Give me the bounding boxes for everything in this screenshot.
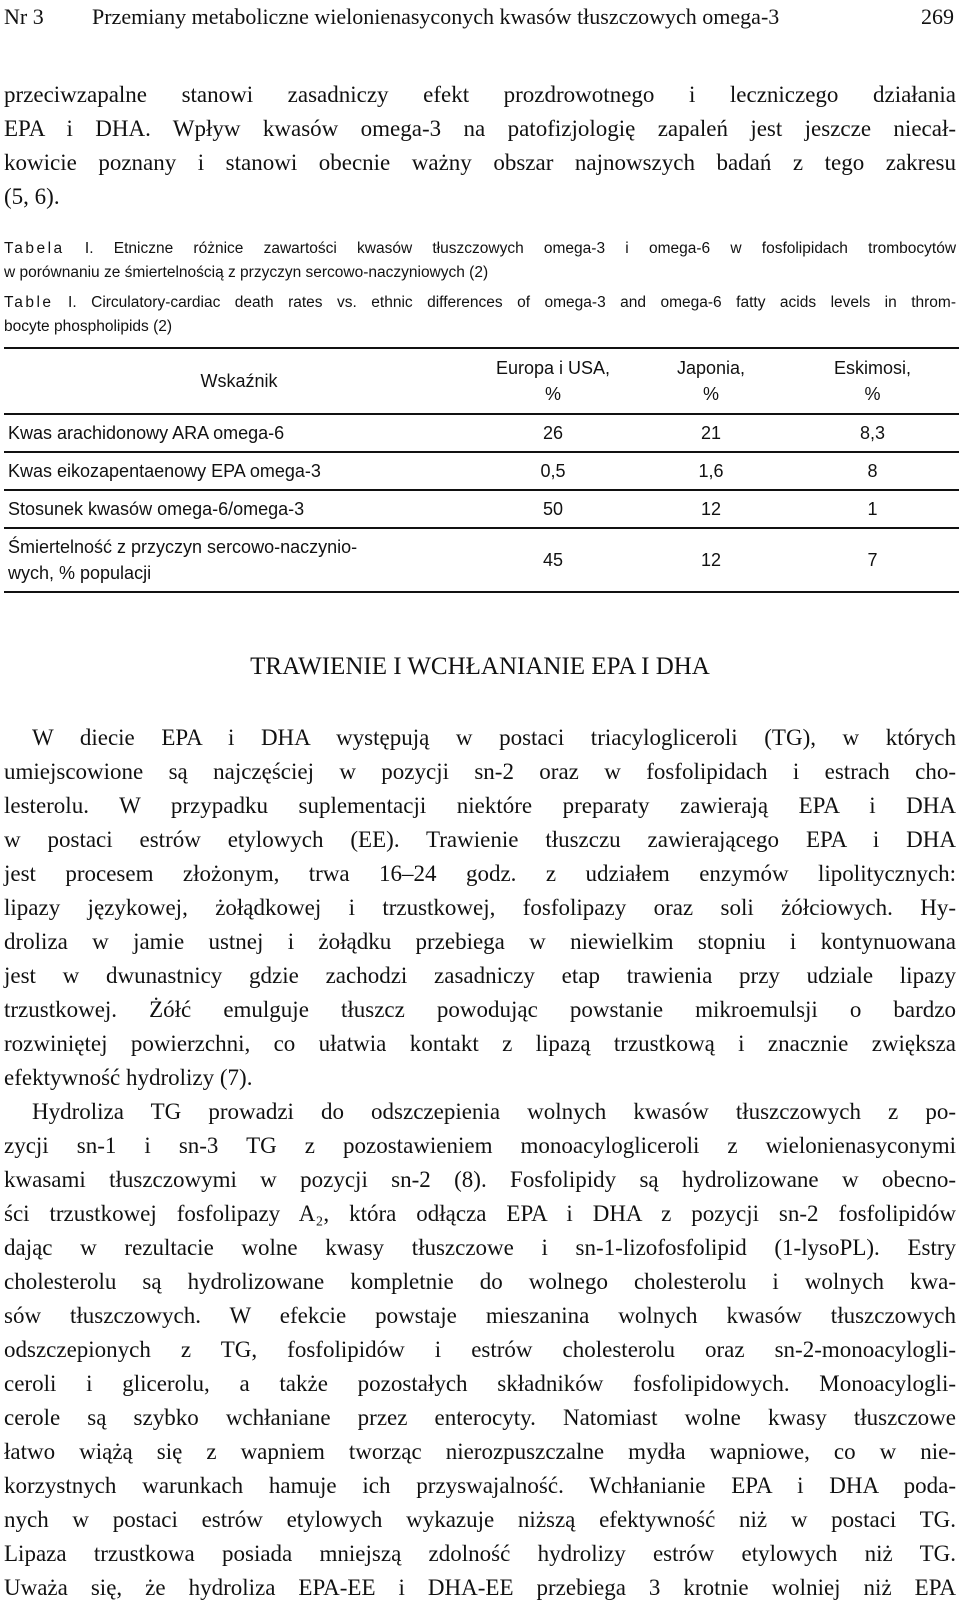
text-line: rozwiniętej powierzchni, co ułatwia kontakt z lipazą trzustkową i znacznie zwiększa [4,1031,956,1056]
table-row [4,491,959,527]
cell-value: 8,3 [859,422,886,443]
text-line: cholesterolu są hydrolizowane kompletnie do wolnego cholesterolu i wolnych kwa- [4,1269,956,1294]
cell-value: 8 [867,460,878,481]
text-line: lesterolu. W przypadku suplementacji niektóre preparaty zawierają EPA i DHA [4,793,956,818]
caption-label: Table [4,294,54,311]
table-row [4,415,959,451]
text-line: efektywność hydrolizy (7). [4,1065,253,1090]
text-line: korzystnych warunkach hamuje ich przyswajalność. Wchłanianie EPA i DHA poda- [4,1473,956,1498]
text-line: W diecie EPA i DHA występują w postaci triacylogliceroli (TG), w których [32,725,956,750]
text-line: kwasami tłuszczowymi w pozycji sn-2 (8). Fosfolipidy są hydrolizowane w obecno- [4,1167,956,1192]
caption-en-line: bocyte phospholipids (2) [4,318,173,335]
text-line: odszczepionych z TG, fosfolipidów i estrów cholesterolu oraz sn-2-monoacylogli- [4,1337,956,1362]
caption-en-line [4,291,956,315]
section-title: TRAWIENIE I WCHŁANIANIE EPA I DHA [250,653,710,680]
cell-value: 7 [867,549,878,570]
data-table [4,347,959,593]
table-bottom-rule [4,591,959,593]
running-header [4,4,954,32]
body-text [4,721,956,1605]
cell-value: 12 [700,498,722,519]
cell-value: 12 [700,549,722,570]
row-label: Kwas arachidonowy ARA omega-6 [8,422,285,443]
row-label: Stosunek kwasów omega-6/omega-3 [8,498,305,519]
intro-paragraph [4,78,956,214]
caption-text: Etniczne różnice zawartości kwasów tłuszczowych omega-3 i omega-6 w fosfolipidach trombocytów [93,240,957,257]
text-line: ści trzustkowej fosfolipazy A₂, która odłącza EPA i DHA z pozycji sn-2 fosfolipidów [4,1201,956,1226]
cell-value: 50 [542,498,564,519]
paragraph-1 [4,721,956,1095]
text-line: (5, 6). [4,184,60,209]
caption-label: Tabela [4,240,65,257]
cell-value: 1,6 [698,460,724,481]
text-line: EPA i DHA. Wpływ kwasów omega-3 na patofizjologię zapaleń jest jeszcze niecał- [4,116,956,141]
row-label: Śmiertelność z przyczyn sercowo-naczynio- wych, % populacji [8,537,358,583]
text-line: umiejscowione są najczęściej w pozycji sn-2 oraz w fosfolipidach i estrach cho- [4,759,956,784]
text-line: jest procesem złożonym, trwa 16–24 godz. z udziałem enzymów lipolitycznych: [4,861,956,886]
text-line: trzustkowej. Żółć emulguje tłuszcz powodując powstanie mikroemulsji o bardzo [4,997,956,1022]
cell-value: 0,5 [540,460,566,481]
text-line: zycji sn-1 i sn-3 TG z pozostawieniem monoacylogliceroli z wielonienasyconymi [4,1133,956,1158]
text-line: w postaci estrów etylowych (EE). Trawienie tłuszczu zawierającego EPA i DHA [4,827,956,852]
caption-pl-line [4,237,956,261]
text-line: lipazy językowej, żołądkowej i trzustkowej, fosfolipazy oraz soli żółciowych. Hy- [4,895,956,920]
caption-text: Circulatory-cardiac death rates vs. ethnic differences of omega-3 and omega-6 fatty acids levels in throm- [76,294,956,311]
table-row [4,453,959,489]
text-line: Uważa się, że hydroliza EPA-EE i DHA-EE przebiega 3 krotnie wolniej niż EPA [4,1575,956,1600]
cell-value: 21 [700,422,722,443]
text-line: droliza w jamie ustnej i żołądku przebiega w niewielkim stopniu i kontynuowana [4,929,956,954]
cell-value: 26 [542,422,564,443]
text-line: łatwo wiążą się z wapniem tworząc nierozpuszczalne mydła wapniowe, co w nie- [4,1439,956,1464]
text-line: cerole są szybko wchłaniane przez enterocyty. Natomiast wolne kwasy tłuszczowe [4,1405,956,1430]
page-number: 269 [921,4,954,29]
row-label: Kwas eikozapentaenowy EPA omega-3 [8,460,321,481]
text-line: nych w postaci estrów etylowych wykazuje niższą efektywność niż w postaci TG. [4,1507,956,1532]
table-caption [4,237,956,339]
table-row [4,529,959,591]
header-cell: Japonia, % [676,358,746,404]
text-line: Hydroliza TG prowadzi do odszczepienia wolnych kwasów tłuszczowych z po- [32,1099,956,1124]
header-cell: Wskaźnik [200,371,278,391]
header-cell: Europa i USA, % [495,358,611,404]
running-title: Przemiany metaboliczne wielonienasyconych kwasów tłuszczowych omega-3 [92,4,780,29]
text-line: kowicie poznany i stanowi obecnie ważny obszar najnowszych badań z tego zakresu [4,150,956,175]
table-header-row [4,349,959,413]
text-line: dając w rezultacie wolne kwasy tłuszczowe i sn-1-lizofosfolipid (1-lysoPL). Estry [4,1235,956,1260]
header-cell: Eskimosi, % [833,358,911,404]
paragraph-2 [4,1095,956,1605]
journal-issue: Nr 3 [4,4,44,29]
text-line: jest w dwunastnicy gdzie zachodzi zasadniczy etap trawienia przy udziale lipazy [4,963,956,988]
caption-number: I. [64,240,94,257]
cell-value: 45 [542,549,564,570]
cell-value: 1 [867,498,878,519]
text-line: ceroli i glicerolu, a także pozostałych składników fosfolipidowych. Monoacylogli- [4,1371,956,1396]
text-line: sów tłuszczowych. W efekcie powstaje mieszanina wolnych kwasów tłuszczowych [4,1303,956,1328]
text-line: przeciwzapalne stanowi zasadniczy efekt prozdrowotnego i leczniczego działania [4,82,956,107]
caption-number: I. [53,294,77,311]
text-line: Lipaza trzustkowa posiada mniejszą zdolność hydrolizy estrów etylowych niż TG. [4,1541,956,1566]
caption-pl-line: w porównaniu ze śmiertelnością z przyczyn sercowo-naczyniowych (2) [4,264,489,281]
